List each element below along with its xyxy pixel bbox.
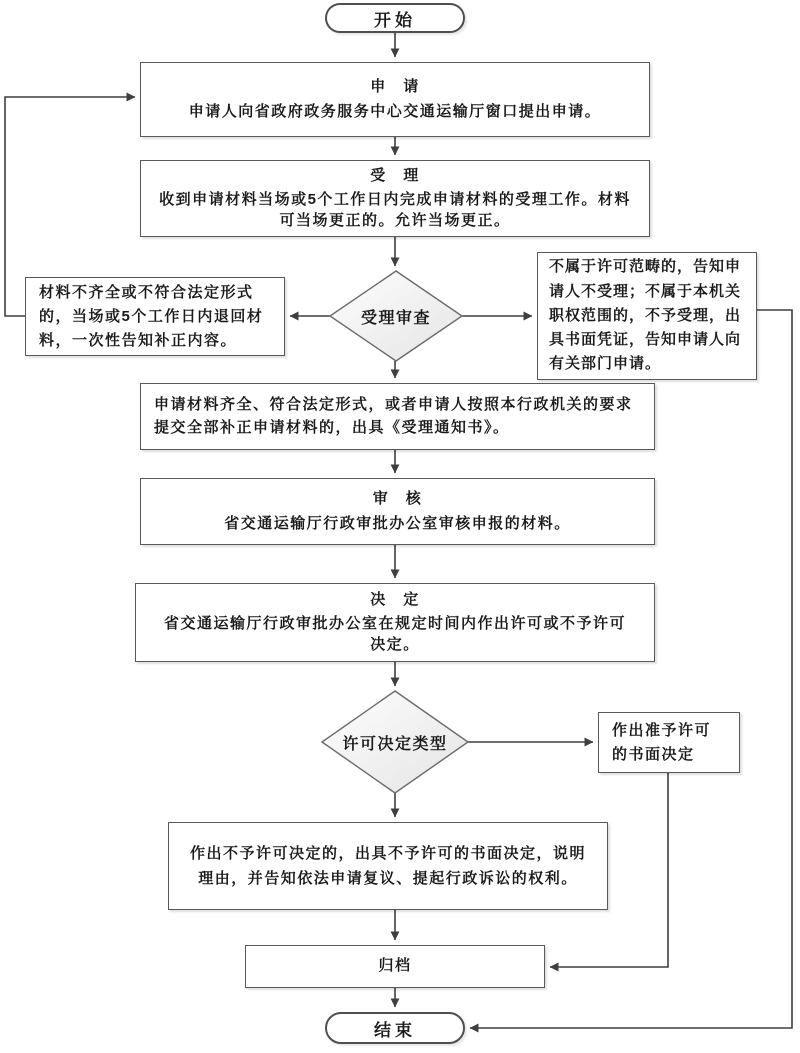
decision-title: 决 定 bbox=[370, 590, 420, 608]
end-label: 结束 bbox=[374, 1020, 416, 1040]
accept-body: 收到申请材料当场或5个工作日内完成申请材料的受理工作。材料可当场更正的。允许当场更正。 bbox=[159, 190, 631, 230]
decision-type-label: 许可决定类型 bbox=[342, 735, 448, 753]
incomplete-materials-body: 材料不齐全或不符合法定形式的，当场或5个工作日内退回材料，一次性告知补正内容。 bbox=[39, 283, 264, 349]
audit-box bbox=[140, 478, 655, 545]
decision-type-diamond bbox=[322, 691, 468, 793]
grant-decision-box bbox=[598, 712, 740, 773]
decision-body: 省交通运输厅行政审批办公室在规定时间内作出许可或不予许可决定。 bbox=[163, 614, 626, 654]
decision-box bbox=[135, 583, 655, 662]
incomplete-materials-box bbox=[25, 277, 285, 356]
accept-title: 受 理 bbox=[370, 166, 420, 184]
apply-body: 申请人向省政府政务服务中心交通运输厅窗口提出申请。 bbox=[188, 102, 602, 120]
start-label: 开始 bbox=[374, 10, 416, 30]
end-node bbox=[325, 1012, 465, 1044]
not-in-scope-body: 不属于许可范畴的，告知申请人不受理；不属于本机关职权范围的，不予受理，出具书面凭证，告知申请人向有关部门申请。 bbox=[549, 258, 742, 373]
start-node bbox=[325, 3, 465, 33]
archive-label: 归档 bbox=[378, 957, 412, 975]
accept-box bbox=[140, 160, 650, 237]
accept-review-diamond bbox=[330, 271, 462, 361]
not-in-scope-box bbox=[537, 252, 757, 380]
apply-box bbox=[140, 62, 650, 137]
acceptance-notice-body: 申请材料齐全、符合法定形式，或者申请人按照本行政机关的要求提交全部补正申请材料的，出具《受理通知书》。 bbox=[154, 396, 633, 436]
grant-decision-body: 作出准予许可的书面决定 bbox=[612, 722, 712, 763]
deny-decision-box bbox=[168, 822, 608, 910]
archive-box bbox=[245, 945, 545, 988]
deny-decision-body: 作出不予许可决定的，出具不予许可的书面决定，说明理由，并告知依法申请复议、提起行政诉讼的权利。 bbox=[189, 844, 586, 887]
audit-title: 审 核 bbox=[372, 490, 423, 507]
acceptance-notice-box bbox=[140, 383, 655, 450]
apply-title: 申 请 bbox=[370, 78, 420, 95]
audit-body: 省交通运输厅行政审批办公室审核申报的材料。 bbox=[224, 514, 571, 532]
accept-review-label: 受理审查 bbox=[360, 309, 431, 327]
